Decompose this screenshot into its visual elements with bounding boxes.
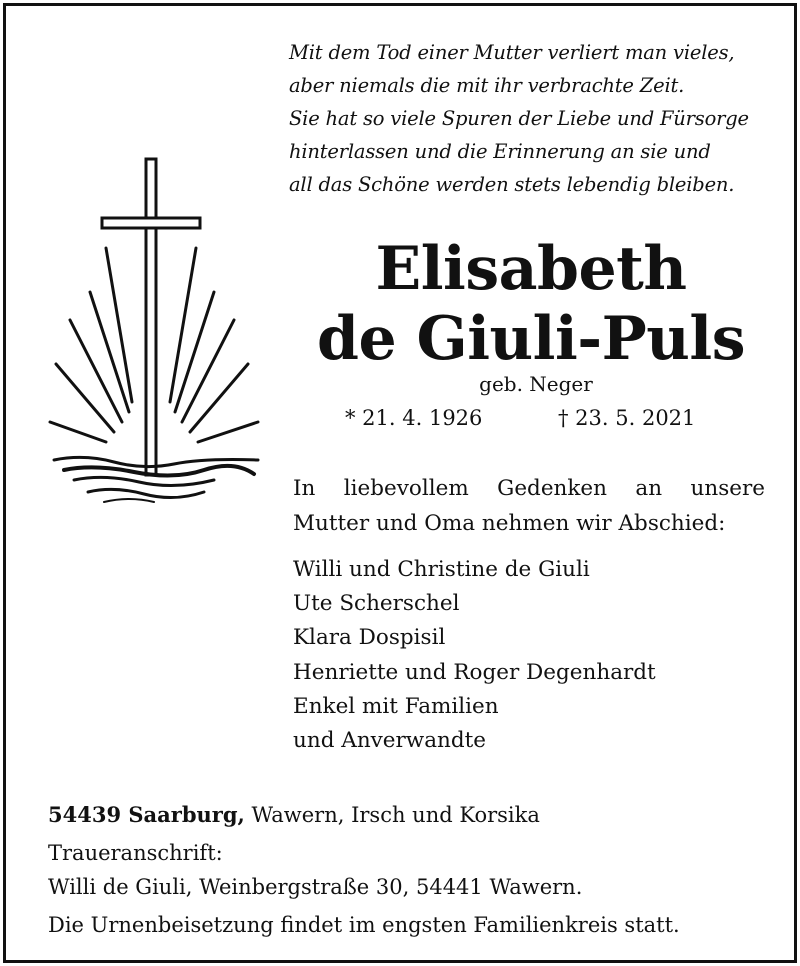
footer-info (48, 798, 768, 942)
mourner: Willi und Christine de Giuli (293, 557, 590, 582)
farewell-intro (293, 471, 765, 541)
mourners-list (293, 553, 765, 758)
mourner: Henriette und Roger Degenhardt (293, 659, 656, 685)
places: Wawern, Irsch und Korsika (244, 803, 540, 827)
intro-line: In liebevollem Gedenken an unsere (293, 476, 765, 501)
mourner: Enkel mit Familien (293, 693, 499, 719)
cross-sunrise-icon (44, 152, 264, 512)
first-name: Elisabeth (375, 234, 687, 304)
location-line (48, 798, 768, 832)
memorial-quote (289, 36, 789, 201)
birth-name: geb. Neger (479, 372, 593, 396)
mourner: und Anverwandte (293, 728, 487, 754)
quote-line: Mit dem Tod einer Mutter verliert man vieles, (289, 41, 735, 64)
quote-line: hinterlassen und die Erinnerung an sie und (289, 140, 711, 163)
address-label: Traueranschrift: (48, 841, 223, 865)
intro-line: Mutter und Oma nehmen wir Abschied: (293, 511, 726, 536)
mourner: Klara Dospisil (293, 625, 446, 651)
quote-line: all das Schöne werden stets lebendig bleiben. (289, 173, 735, 196)
birth-date: * 21. 4. 1926 (345, 406, 483, 430)
death-date: † 23. 5. 2021 (558, 406, 696, 430)
quote-line: Sie hat so viele Spuren der Liebe und Fürsorge (289, 107, 749, 130)
quote-line: aber niemals die mit ihr verbrachte Zeit. (289, 74, 685, 97)
obituary-notice (3, 3, 797, 963)
deceased-name (296, 234, 766, 374)
city: 54439 Saarburg, (48, 802, 245, 827)
burial-note: Die Urnenbeisetzung findet im engsten Familienkreis statt. (48, 913, 680, 937)
mourner: Ute Scherschel (293, 591, 460, 617)
last-name: de Giuli-Puls (317, 304, 745, 374)
address-value: Willi de Giuli, Weinbergstraße 30, 54441 Wawern. (48, 875, 583, 899)
